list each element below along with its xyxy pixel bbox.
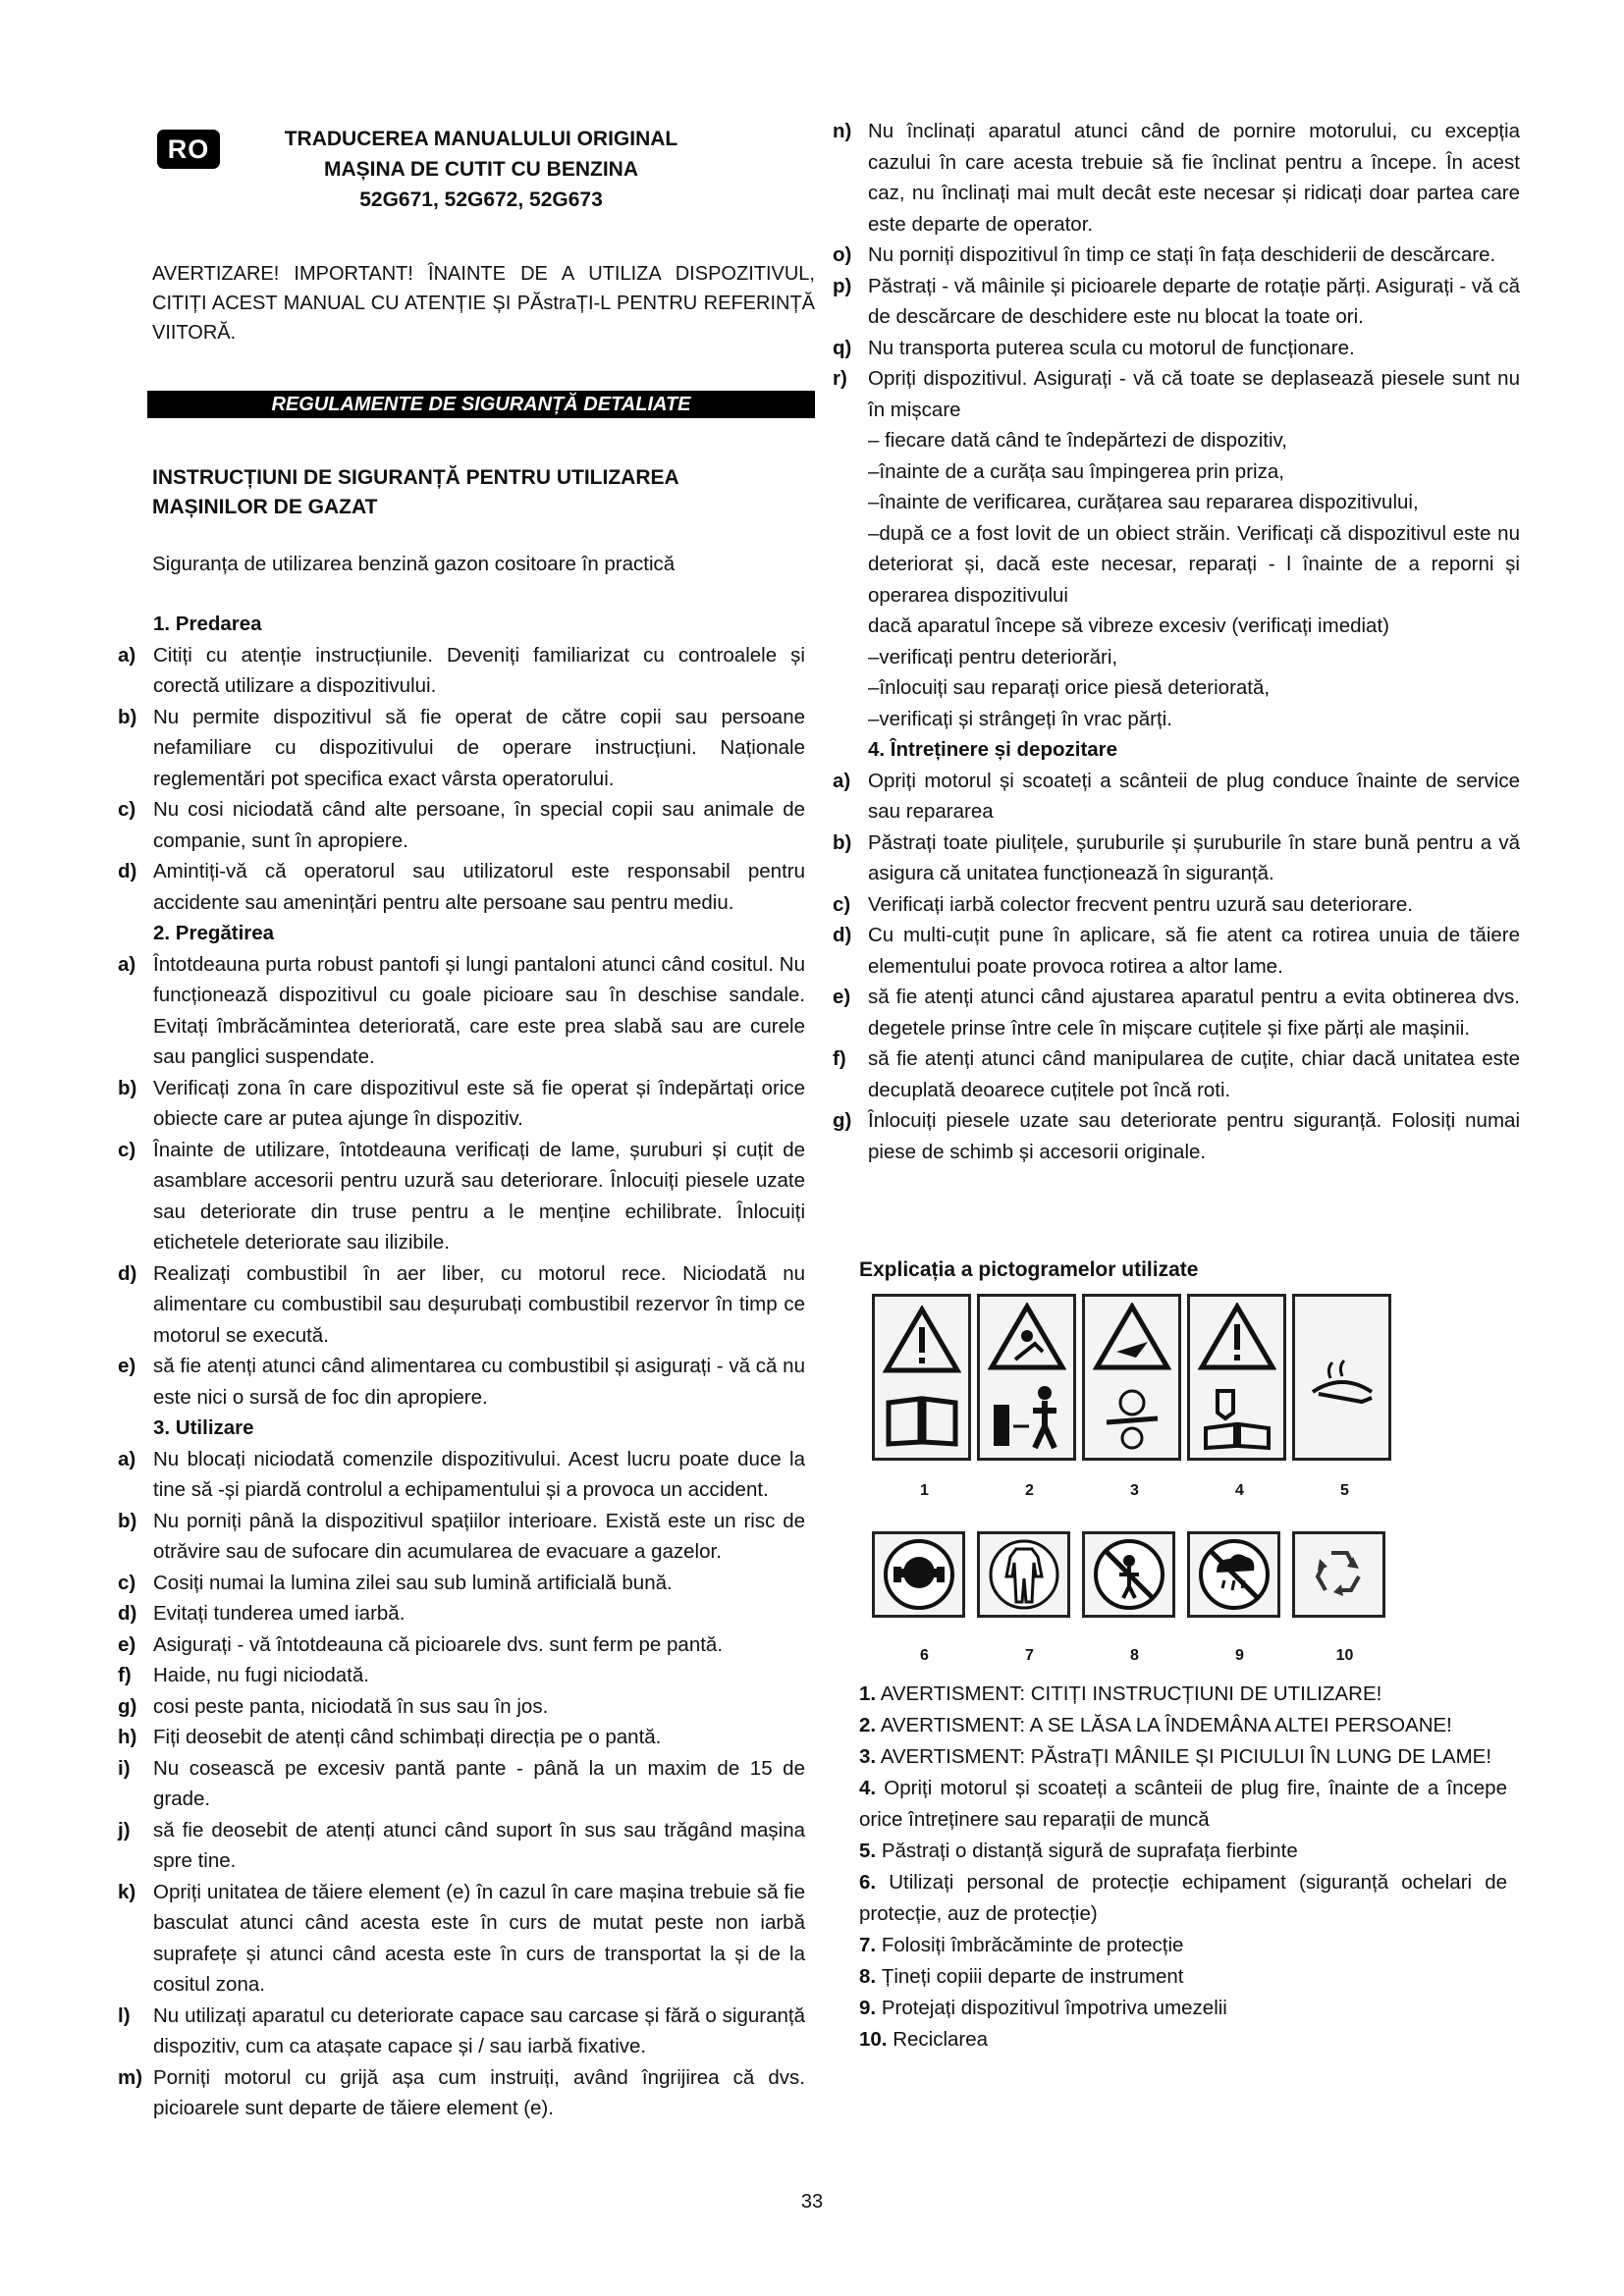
pictogram-number: 9 [1235, 1647, 1244, 1664]
pictogram-number: 3 [1130, 1482, 1139, 1499]
list-item: r) Opriți dispozitivul. Asigurați - vă că toate se deplasează piesele sunt nu în mișcare [833, 367, 1520, 421]
list-item: e) să fie atenți atunci când alimentarea cu combustibil și asigurați - vă că nu este nici o sursă de foc din apropiere. [118, 1355, 805, 1409]
protect-from-moisture-icon [1187, 1531, 1280, 1618]
pictogram-number: 5 [1340, 1482, 1349, 1499]
list-item: f) Haide, nu fugi niciodată. [118, 1664, 369, 1686]
pictogram-number: 1 [920, 1482, 929, 1499]
keep-children-away-icon [1082, 1531, 1175, 1618]
sub-item: –după ce a fost lovit de un obiect străin. Verificați că dispozitivul este nu deteriorat și, dacă este necesar, reparați - l înainte de a reporni și operarea dispozitivului [868, 521, 1520, 607]
legend-item: 4. Opriți motorul și scoateți a scânteii de plug fire, înainte de a începe orice întreținere sau reparații de muncă [859, 1777, 1507, 1831]
list-item: f) să fie atenți atunci când manipularea de cuțite, chiar dacă unitatea este decuplată deoarece cuțitele pot încă roti. [833, 1047, 1520, 1101]
legend-item: 3. AVERTISMENT: PĂstraȚI MÂNILE ȘI PICIULUI ÎN LUNG DE LAME! [859, 1745, 1492, 1768]
instructions-title: INSTRUCȚIUNI DE SIGURANȚĂ PENTRU UTILIZAREA MAȘINILOR DE GAZAT [152, 466, 678, 518]
spark-plug-maintenance-icon [1187, 1294, 1286, 1461]
pictograms-title: Explicația a pictogramelor utilizate [859, 1258, 1199, 1281]
protective-clothing-icon [977, 1531, 1070, 1618]
pictogram-row-1 [872, 1294, 1391, 1461]
pictogram-legend [859, 1679, 1507, 2056]
keep-bystanders-away-icon [977, 1294, 1076, 1461]
pictogram-number: 10 [1335, 1647, 1354, 1664]
sub-item: –înainte de a curăța sau împingerea prin priza, [868, 459, 1284, 483]
legend-item: 10. Reciclarea [859, 2028, 989, 2051]
recycle-icon [1292, 1531, 1385, 1618]
legend-item: 7. Folosiți îmbrăcăminte de protecție [859, 1934, 1184, 1956]
section-banner: REGULAMENTE DE SIGURANȚĂ DETALIATE [147, 391, 815, 418]
pictogram-numbers-row-1 [872, 1482, 1397, 1500]
title-line-3: 52G671, 52G672, 52G673 [359, 188, 603, 211]
list-item: g) Înlocuiți piesele uzate sau deteriorate pentru siguranță. Folosiți numai piese de schimb și accesorii originale. [833, 1109, 1520, 1163]
list-item: n) Nu înclinați aparatul atunci când de pornire motorului, cu excepția cazului în care acesta trebuie să fie înclinat pentru a începe. În acest caz, nu înclinați mai mult decât este necesar și ridicați doar partea care este departe de operator. [833, 120, 1520, 236]
list-item: j) să fie deosebit de atenți atunci când suport în sus sau trăgând mașina spre tine. [118, 1818, 805, 1872]
sub-item: –verificați pentru deteriorări, [868, 645, 1118, 668]
list-item: c) Cosiți numai la lumina zilei sau sub lumină artificială bună. [118, 1571, 673, 1594]
list-item: b) Nu permite dispozitivul să fie operat de către copii sau persoane nefamiliare cu dispozitivului de operare instrucțiuni. Naționale reglementări pot specifica exact vârsta operatorului. [118, 705, 805, 790]
list-item: b) Verificați zona în care dispozitivul este să fie operat și îndepărtați orice obiecte care ar putea ajunge în dispozitiv. [118, 1076, 805, 1130]
list-item: o) Nu porniți dispozitivul în timp ce stați în fața deschiderii de descărcare. [833, 243, 1496, 266]
list-item: a) Opriți motorul și scoateți a scânteii de plug conduce înainte de service sau repararea [833, 769, 1520, 823]
pictogram-number: 4 [1235, 1482, 1244, 1499]
list-item: c) Verificați iarbă colector frecvent pentru uzură sau deteriorare. [833, 892, 1413, 916]
language-badge: RO [157, 130, 220, 169]
list-item: d) Evitați tunderea umed iarbă. [118, 1602, 406, 1625]
list-item: c) Nu cosi niciodată când alte persoane, în special copii sau animale de companie, sunt în apropiere. [118, 798, 805, 852]
list-item: a) Întotdeauna purta robust pantofi și lungi pantaloni atunci când cositul. Nu funcționează dispozitivul cu goale picioare sau în deschise sandale. Evitați îmbrăcămintea deteriorată, care este prea slabă sau are curele sau panglici suspendate. [118, 952, 805, 1068]
list-item: e) să fie atenți atunci când ajustarea aparatul pentru a evita obtinerea dvs. degetele prinse între cele în mișcare cuțitele și fixe părți ale mașinii. [833, 986, 1520, 1040]
sub-item: –verificați și strângeți în vrac părți. [868, 707, 1172, 730]
list-item: i) Nu cosească pe excesiv pantă pante - până la un maxim de 15 de grade. [118, 1756, 805, 1810]
sub-item: –înlocuiți sau reparați orice piesă deteriorată, [868, 676, 1271, 699]
read-manual-icon [872, 1294, 971, 1461]
pictogram-number: 2 [1025, 1482, 1034, 1499]
list-item: c) Înainte de utilizare, întotdeauna verificați de lame, șuruburi și cuțit de asamblare accesorii pentru uzură sau deteriorare. Înlocuiți piesele uzate sau deteriorate din truse pentru a le menține echilibrate. Înlocuiți etichetele deteriorate sau ilizibile. [118, 1138, 805, 1254]
list-item: h) Fiți deosebit de atenți când schimbați direcția pe o pantă. [118, 1726, 662, 1748]
title-line-2: MAȘINA DE CUTIT CU BENZINA [323, 158, 639, 181]
list-item: m) Porniți motorul cu grijă așa cum instruiți, având îngrijirea că dvs. picioarele sunt departe de tăiere element (e). [118, 2065, 805, 2119]
legend-item: 8. Țineți copiii departe de instrument [859, 1965, 1184, 1988]
legend-item: 5. Păstrați o distanță sigură de suprafața fierbinte [859, 1840, 1298, 1862]
list-item: p) Păstrați - vă mâinile și picioarele departe de rotație părți. Asigurați - vă că de descărcare de deschidere este nu blocat la toate ori. [833, 274, 1520, 328]
pictogram-numbers-row-2 [872, 1647, 1397, 1665]
list-item: e) Asigurați - vă întotdeauna că picioarele dvs. sunt ferm pe pantă. [118, 1632, 724, 1656]
sub-item: – fiecare dată când te îndepărtezi de dispozitiv, [868, 429, 1287, 452]
pictogram-number: 8 [1130, 1647, 1139, 1664]
section-heading: 4. Întreținere și depozitare [868, 738, 1118, 761]
legend-item: 9. Protejați dispozitivul împotriva umezelii [859, 1997, 1227, 2019]
list-item: a) Citiți cu atenție instrucțiunile. Deveniți familiarizat cu controalele și corectă utilizare a dispozitivului. [118, 643, 805, 697]
list-item: b) Păstrați toate piulițele, șuruburile și șuruburile în stare bună pentru a vă asigura că unitatea funcționează în siguranță. [833, 830, 1520, 884]
pictogram-row-2 [872, 1531, 1385, 1618]
sub-item: –înainte de verificarea, curățarea sau repararea dispozitivului, [868, 491, 1419, 513]
legend-item: 6. Utilizați personal de protecție echipament (siguranță ochelari de protecție, auz de protecție) [859, 1871, 1508, 1925]
sub-item: dacă aparatul începe să vibreze excesiv (verificați imediat) [868, 614, 1389, 637]
list-item: g) cosi peste panta, niciodată în sus sau în jos. [118, 1694, 549, 1718]
eye-ear-protection-icon [872, 1531, 965, 1618]
section-heading: 3. Utilizare [153, 1416, 254, 1439]
list-item: b) Nu porniți până la dispozitivul spațiilor interioare. Există este un risc de otrăvire sau de sufocare din acumularea de evacuare a gazelor. [118, 1509, 805, 1563]
legend-item: 1. AVERTISMENT: CITIȚI INSTRUCȚIUNI DE UTILIZARE! [859, 1682, 1382, 1705]
right-column [833, 116, 1520, 1167]
keep-hands-feet-away-icon [1082, 1294, 1181, 1461]
list-item: d) Cu multi-cuțit pune în aplicare, să fie atent ca rotirea unuia de tăiere elementului poate provoca rotirea a altor lame. [833, 924, 1520, 978]
document-title [275, 124, 687, 215]
list-item: k) Opriți unitatea de tăiere element (e) în cazul în care mașina trebuie să fie basculat atunci când acesta este în curs de mutat peste non iarbă suprafețe și atunci când acesta este în curs de transportat la și de la cositul zona. [118, 1880, 805, 1996]
title-line-1: TRADUCEREA MANUALULUI ORIGINAL [284, 128, 678, 150]
left-column [118, 609, 805, 2124]
page-number: 33 [800, 2191, 824, 2213]
pictogram-number: 6 [920, 1647, 929, 1664]
list-item: a) Nu blocați niciodată comenzile dispozitivului. Acest lucru poate duce la tine să -și piardă controlul a echipamentului și a provoca un accident. [118, 1447, 805, 1501]
warning-text: AVERTIZARE! IMPORTANT! ÎNAINTE DE A UTILIZA DISPOZITIVUL, CITIȚI ACEST MANUAL CU ATENȚIE ȘI PĂstraȚI-L PENTRU REFERINȚĂ VIITORĂ. [152, 263, 815, 344]
section-heading: 2. Pregătirea [153, 922, 275, 944]
list-item: d) Amintiți-vă că operatorul sau utilizatorul este responsabil pentru accidente sau amenințări pentru alte persoane sau pentru mediu. [118, 860, 805, 914]
intro-text: Siguranța de utilizarea benzină gazon cositoare în practică [152, 553, 676, 575]
list-item: d) Realizați combustibil în aer liber, cu motorul rece. Niciodată nu alimentare cu combustibil sau deșurubați combustibil rezervor în timp ce motorul se execută. [118, 1261, 805, 1347]
section-heading: 1. Predarea [153, 613, 262, 635]
list-item: l) Nu utilizați aparatul cu deteriorate capace sau carcase și fără o siguranță dispozitiv, cum ca atașate capace și / sau iarbă fixative. [118, 2003, 805, 2057]
hot-surface-icon [1292, 1294, 1391, 1461]
list-item: q) Nu transporta puterea scula cu motorul de funcționare. [833, 336, 1355, 359]
legend-item: 2. AVERTISMENT: A SE LĂSA LA ÎNDEMÂNA ALTEI PERSOANE! [859, 1714, 1452, 1736]
pictogram-number: 7 [1025, 1647, 1034, 1664]
